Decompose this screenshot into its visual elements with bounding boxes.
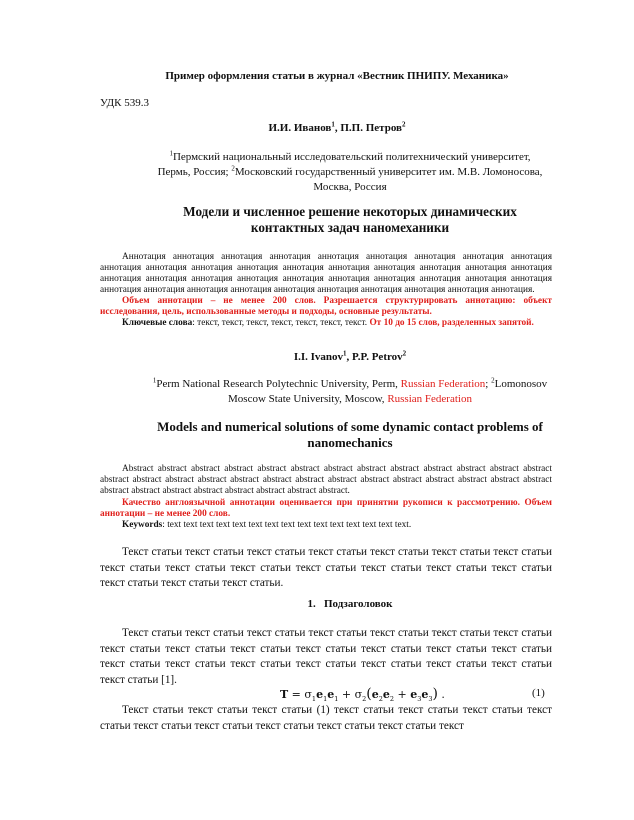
equation-number: (1) bbox=[532, 687, 545, 699]
ru-title: Модели и численное решение некоторых динамических контактных задач наномеханики bbox=[183, 204, 517, 235]
equation-1: $T = \sigma_1e_1e_1 + \sigma_2(e_2e_2 + e_3e_3)$ . bbox=[280, 686, 445, 704]
en-title: Models and numerical solutions of some dynamic contact problems of nanomechanics bbox=[157, 419, 543, 450]
ru-abstract-note: Объем аннотации – не менее 200 слов. Разрешается структурировать аннотацию: объект исследования, цель, использованные методы и подходы, основные результаты. bbox=[100, 296, 552, 317]
en-abstract-note: Качество англоязычной аннотации оценивается при принятии рукописи к рассмотрению. Объем аннотации – не менее 200 слов. bbox=[100, 498, 552, 519]
ru-authors: И.И. Иванов$^1$, П.П. Петров$^2$ bbox=[268, 120, 406, 134]
after-equation-paragraph: Текст статьи текст статьи текст статьи (1) текст статьи текст статьи текст статьи текст статьи текст статьи текст статьи текст статьи текст статьи текст статьи текст bbox=[100, 704, 552, 732]
ru-affiliations: $^1$Пермский национальный исследовательский политехнический университет, Пермь, Россия; $^2$Московский государственный университет им. М.В. Ломоносова, Москва, Россия bbox=[157, 149, 543, 193]
ru-keywords: Ключевые слова: текст, текст, текст, текст, текст, текст, текст. От 10 до 15 слов, разделенных запятой. bbox=[122, 318, 534, 328]
intro-paragraph: Текст статьи текст статьи текст статьи текст статьи текст статьи текст статьи текст статьи текст статьи текст статьи текст статьи текст статьи текст статьи текст статьи текст статьи текст статьи текст статьи текст статьи. bbox=[100, 546, 552, 590]
en-affiliations: $^1$Perm National Research Polytechnic University, Perm, Russian Federation; $^2$Lomonosov Moscow State University, Moscow, Russian Federation bbox=[152, 376, 548, 405]
section-paragraph: Текст статьи текст статьи текст статьи текст статьи текст статьи текст статьи текст статьи текст статьи текст статьи текст статьи текст статьи текст статьи текст статьи текст статьи текст статьи текст статьи текст статьи текст статьи текст статьи текст статьи текст статьи текст статьи [1]. bbox=[100, 627, 552, 686]
en-keywords: Keywords: text text text text text text text text text text text text text text text. bbox=[122, 520, 412, 530]
en-abstract: Abstract abstract abstract abstract abstract abstract abstract abstract abstract abstract abstract abstract abstract abstract abstract abstract abstract abstract abstract abstract abstract abstract abstract abstract abstract abstract abstract abstract abstract abstract abstract abstract abstract abstract abstract. bbox=[100, 464, 552, 496]
en-authors: I.I. Ivanov$^1$, P.P. Petrov$^2$ bbox=[293, 349, 407, 363]
udk-code: УДК 539.3 bbox=[100, 97, 150, 109]
ru-abstract: Аннотация аннотация аннотация аннотация аннотация аннотация аннотация аннотация аннотация аннотация аннотация аннотация аннотация аннотация аннотация аннотация аннотация аннотация аннотация аннотация аннотация аннотация аннотация аннотация аннотация аннотация аннотация аннотация аннотация аннотация аннотация аннотация аннотация аннотация аннотация аннотация аннотация аннотация аннотация. bbox=[100, 252, 552, 295]
journal-header: Пример оформления статьи в журнал «Вестник ПНИПУ. Механика» bbox=[165, 70, 509, 82]
section-heading: 1. Подзаголовок bbox=[307, 598, 393, 610]
